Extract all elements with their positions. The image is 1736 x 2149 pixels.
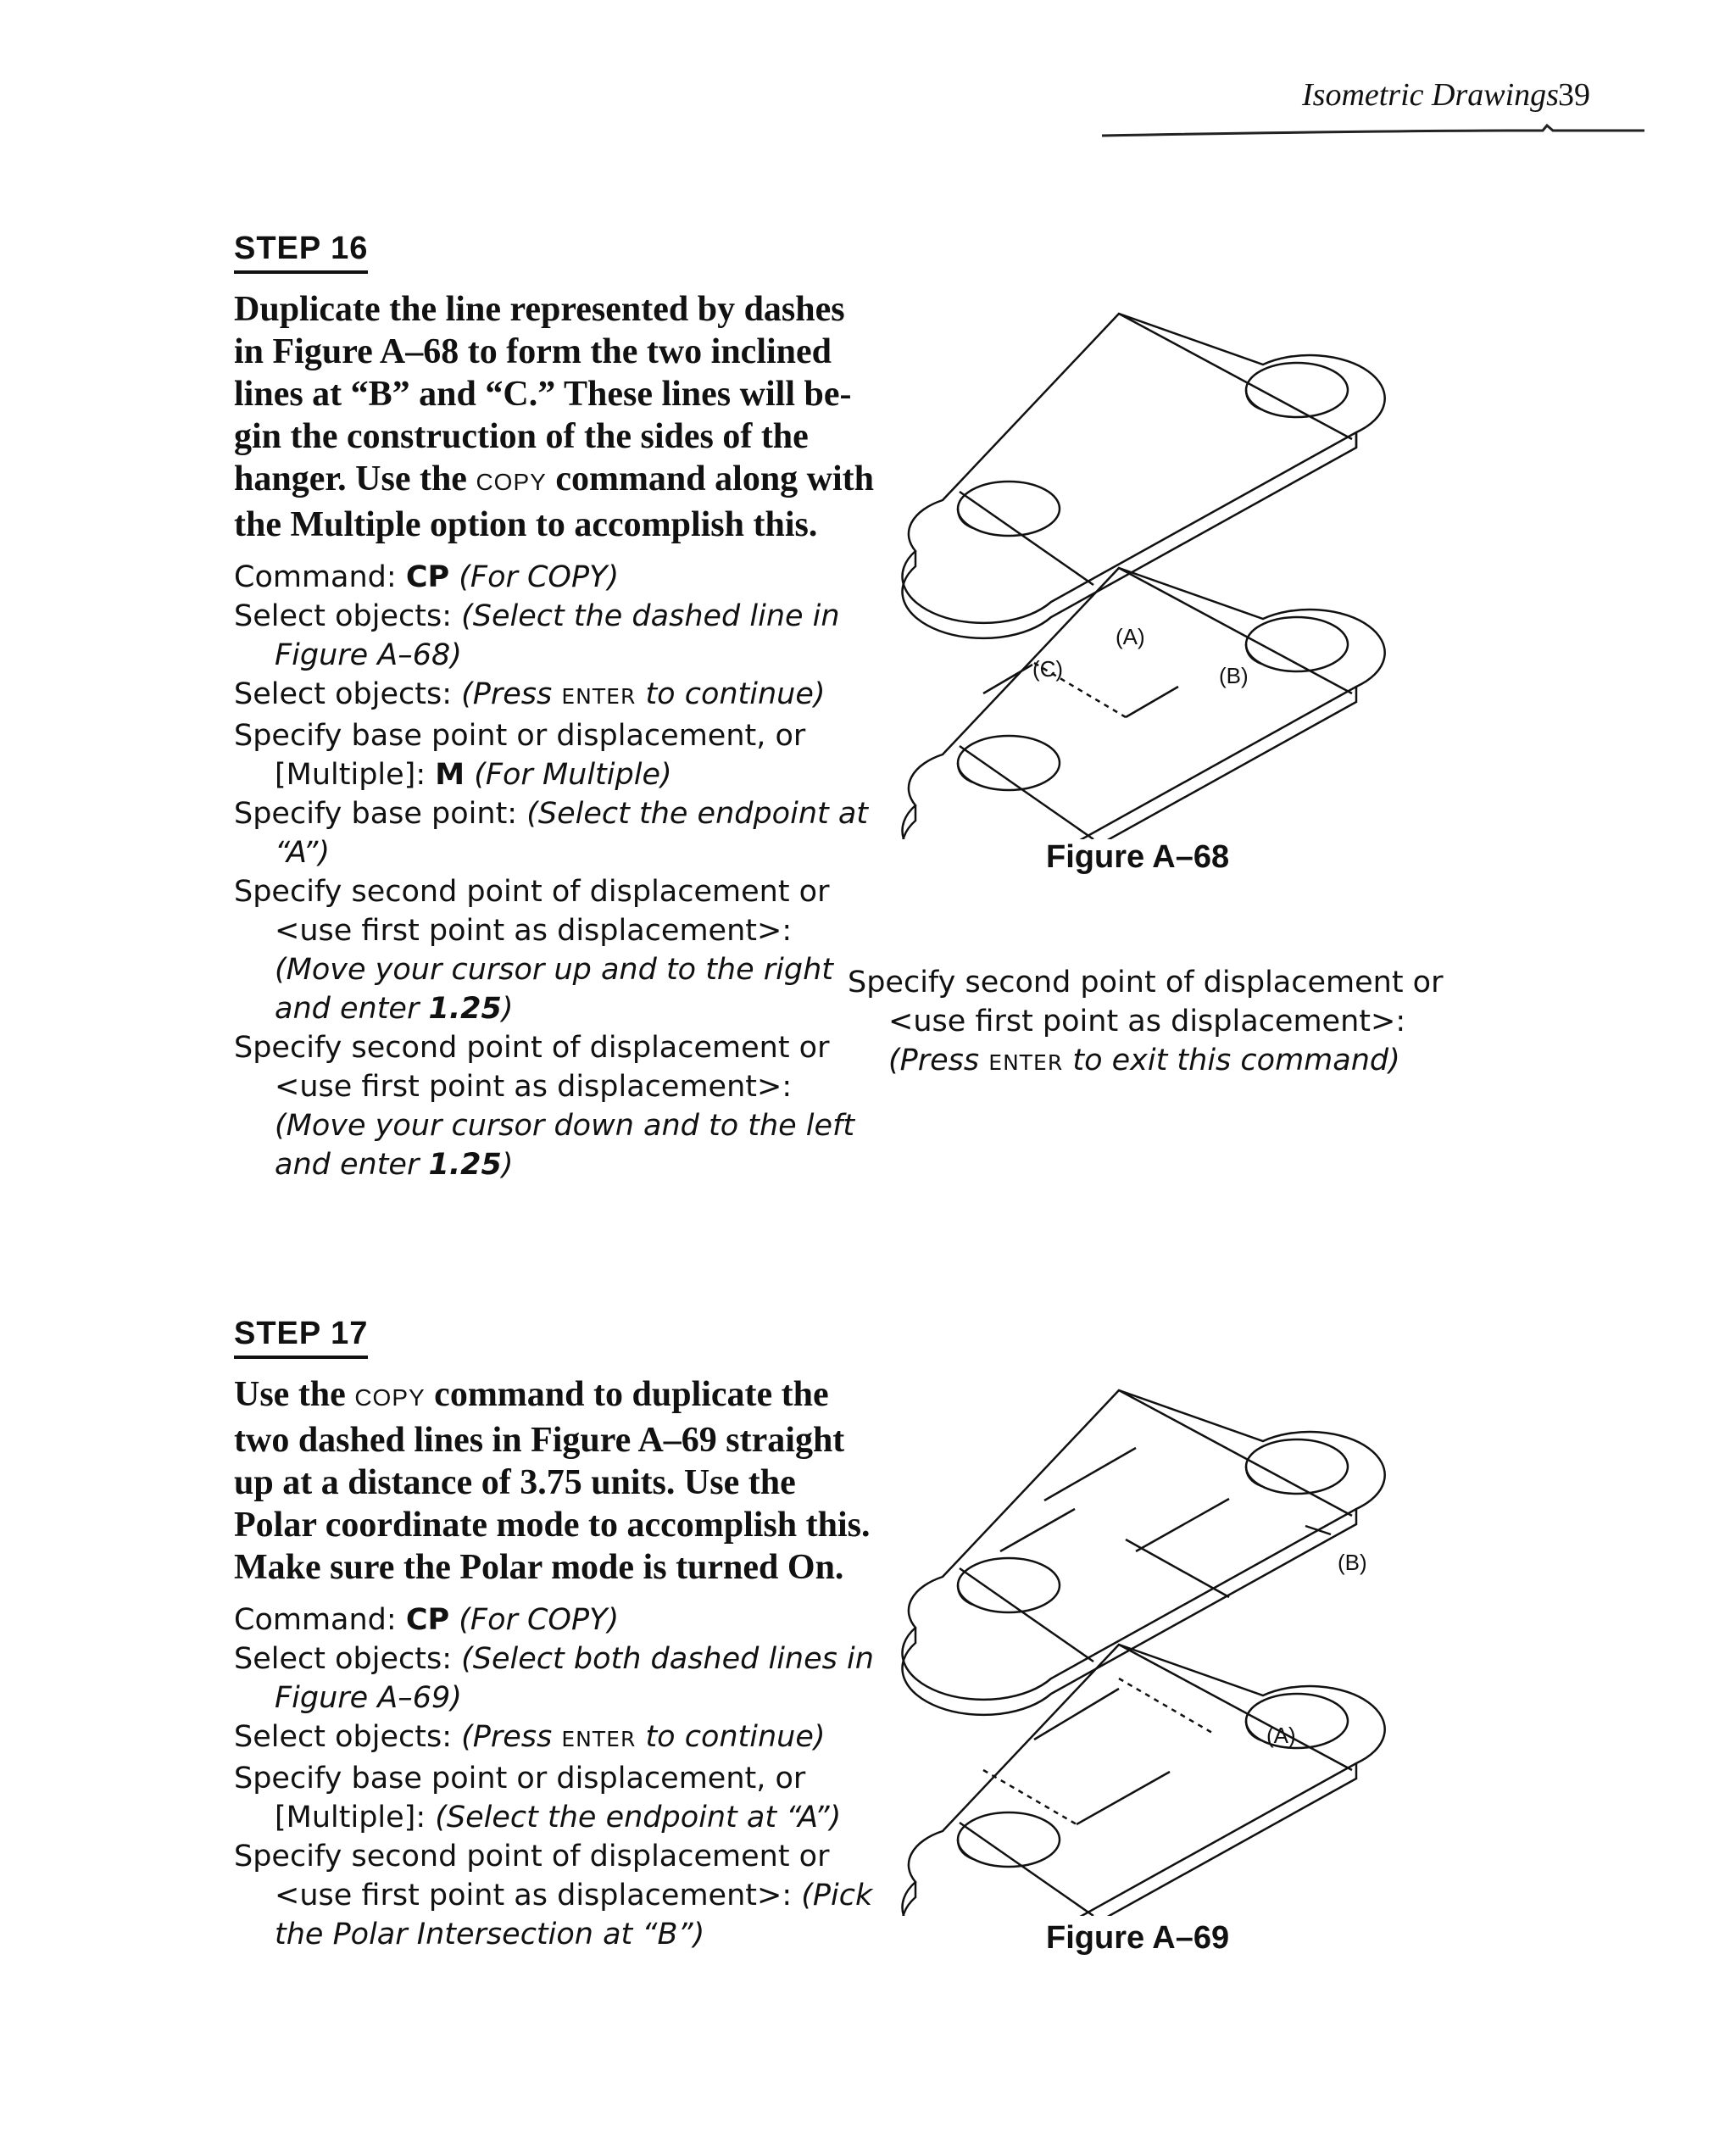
command-line: the Polar Intersection at “B”) — [275, 1918, 705, 1951]
command-line: <use first point as displacement>: — [275, 1070, 793, 1104]
command-line: (Move your cursor down and to the left — [275, 1109, 855, 1143]
intro-line: two dashed lines in Figure A–69 straight — [234, 1421, 845, 1460]
intro-line: Use the COPY command to duplicate the — [234, 1375, 829, 1414]
command-line: Command: CP (For COPY) — [234, 1603, 620, 1637]
step-16-heading: STEP 16 — [234, 231, 368, 274]
page-number: 39 — [1558, 77, 1590, 113]
figure-a-69-drawing — [882, 1373, 1424, 1916]
command-line: [Multiple]: M (For Multiple) — [275, 758, 672, 792]
intro-line: gin the construction of the sides of the — [234, 417, 809, 456]
intro-text: command along with — [546, 459, 875, 498]
step-16-intro — [234, 288, 875, 546]
command-line: Figure A–69) — [275, 1681, 462, 1715]
figure-label-c: (C) — [1032, 656, 1064, 682]
figure-label-a: (A) — [1116, 624, 1145, 649]
figure-a-69-caption: Figure A–69 — [1046, 1920, 1230, 1956]
command-line: Specify second point of displacement or — [848, 966, 1444, 999]
command-line: Specify second point of displacement or — [234, 875, 830, 909]
command-line: (Press ENTER to exit this command) — [888, 1044, 1400, 1077]
command-line: and enter 1.25) — [275, 1148, 514, 1182]
command-line: <use first point as displacement>: — [888, 1005, 1406, 1038]
header-rule — [1102, 119, 1644, 144]
command-line: Select objects: (Press ENTER to continue) — [234, 1720, 826, 1754]
step-16-command-sequence — [234, 558, 869, 1184]
command-line: Command: CP (For COPY) — [234, 560, 620, 594]
command-line: and enter 1.25) — [275, 992, 514, 1026]
command-line: <use first point as displacement>: (Pick — [275, 1879, 873, 1912]
copy-command-smallcaps: COPY — [354, 1384, 426, 1411]
intro-text: hanger. Use the — [234, 459, 476, 498]
step-17-command-sequence — [234, 1601, 874, 1954]
lower-plate — [903, 568, 1385, 839]
intro-line: up at a distance of 3.75 units. Use the — [234, 1463, 796, 1502]
figure-label-b: (B) — [1338, 1550, 1367, 1575]
intro-line: lines at “B” and “C.” These lines will be- — [234, 375, 852, 414]
copy-command-smallcaps: COPY — [476, 469, 547, 495]
command-line: Select objects: (Select the dashed line in — [234, 599, 840, 633]
figure-a-68-caption: Figure A–68 — [1046, 839, 1230, 875]
upper-plate — [903, 1390, 1385, 1715]
command-line: <use first point as displacement>: — [275, 914, 793, 948]
intro-line: Polar coordinate mode to accomplish this. — [234, 1506, 871, 1545]
command-line: [Multiple]: (Select the endpoint at “A”) — [275, 1801, 842, 1834]
command-line: (Move your cursor up and to the right — [275, 953, 834, 987]
command-line: Select objects: (Select both dashed lines in — [234, 1642, 874, 1676]
upper-plate — [903, 314, 1385, 638]
figure-label-b: (B) — [1219, 663, 1249, 688]
command-line: Specify base point: (Select the endpoint at — [234, 797, 869, 831]
intro-line: Make sure the Polar mode is turned On. — [234, 1548, 844, 1587]
command-line: Figure A–68) — [275, 638, 462, 672]
intro-line: in Figure A–68 to form the two inclined — [234, 332, 832, 371]
intro-line: Duplicate the line represented by dashes — [234, 290, 845, 329]
command-line: Specify base point or displacement, or — [234, 719, 806, 753]
step-17-intro — [234, 1373, 871, 1589]
command-line: Specify base point or displacement, or — [234, 1762, 806, 1795]
lower-plate — [903, 1645, 1385, 1916]
running-head-title: Isometric Drawings — [1302, 77, 1559, 113]
command-line: Specify second point of displacement or — [234, 1031, 830, 1065]
figure-label-a: (A) — [1266, 1723, 1296, 1748]
intro-line: the Multiple option to accomplish this. — [234, 505, 818, 544]
command-line: “A”) — [275, 836, 331, 870]
intro-line — [234, 458, 875, 504]
figure-a-68-drawing — [882, 297, 1424, 839]
step-17-heading: STEP 17 — [234, 1316, 368, 1359]
step-16-side-command — [848, 963, 1458, 1083]
command-line: Specify second point of displacement or — [234, 1840, 830, 1873]
command-line: Select objects: (Press ENTER to continue) — [234, 677, 826, 711]
